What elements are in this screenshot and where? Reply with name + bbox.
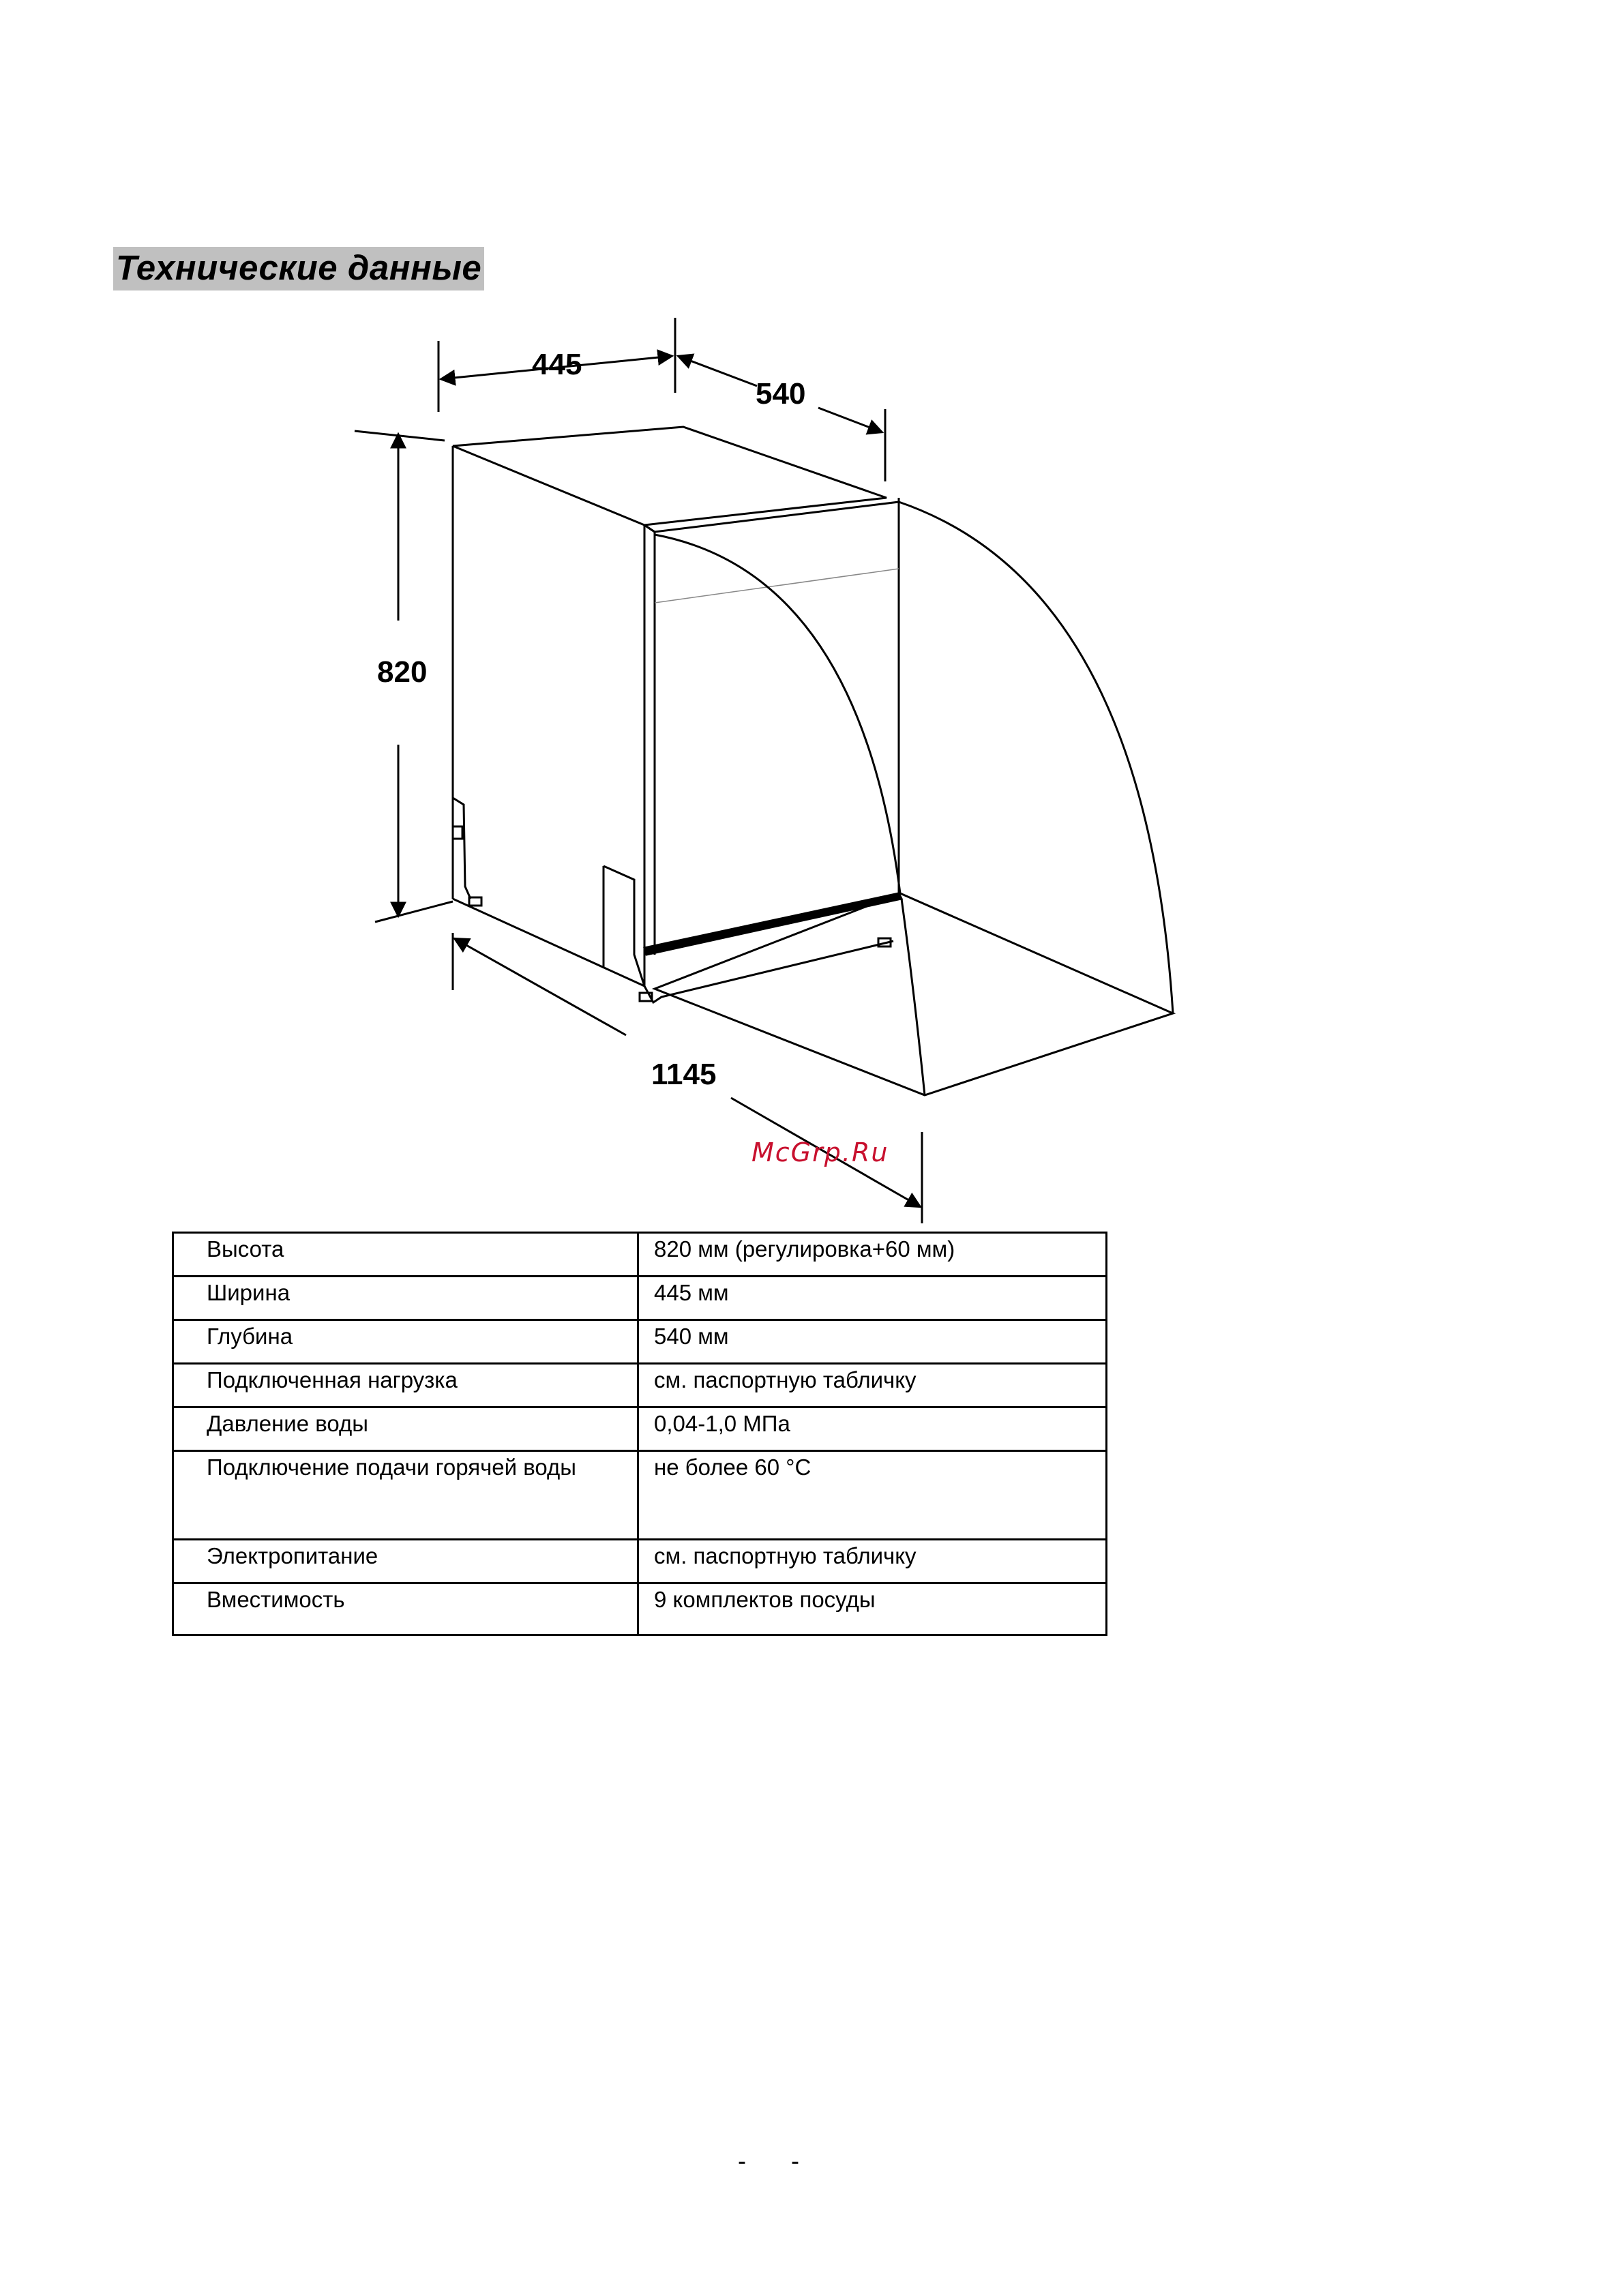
table-row [173,1407,1107,1451]
spec-param: Глубина [173,1320,638,1364]
page-number: - - [738,2147,818,2175]
spec-value: 540 мм [638,1320,1107,1364]
spec-value: 820 мм (регулировка+60 мм) [638,1233,1107,1277]
table-row [173,1583,1107,1635]
table-row [173,1364,1107,1407]
dim-open-depth-label: 1145 [651,1058,717,1091]
dishwasher-body [453,427,902,1002]
spec-value: 0,04-1,0 МПа [638,1407,1107,1451]
specs-table [172,1232,1107,1636]
spec-param: Электропитание [173,1540,638,1583]
spec-value: 445 мм [638,1277,1107,1320]
watermark: McGrp.Ru [751,1137,889,1167]
dimension-labels [377,348,805,1091]
dimension-lines [355,318,922,1223]
table-row [173,1451,1107,1540]
spec-param: Подключенная нагрузка [173,1364,638,1407]
open-door-outline [655,502,1173,1095]
spec-param: Ширина [173,1277,638,1320]
spec-param: Вместимость [173,1583,638,1635]
table-row [173,1277,1107,1320]
spec-param: Подключение подачи горячей воды [173,1451,638,1540]
spec-value: не более 60 °С [638,1451,1107,1540]
dim-width-label: 445 [532,348,582,381]
spec-value: см. паспортную табличку [638,1364,1107,1407]
table-row [173,1540,1107,1583]
spec-value: 9 комплектов посуды [638,1583,1107,1635]
table-row [173,1320,1107,1364]
table-row [173,1233,1107,1277]
spec-value: см. паспортную табличку [638,1540,1107,1583]
dim-depth-label: 540 [756,377,806,411]
spec-param: Давление воды [173,1407,638,1451]
page-title: Технические данные [113,247,484,290]
spec-param: Высота [173,1233,638,1277]
dim-height-label: 820 [377,655,428,689]
